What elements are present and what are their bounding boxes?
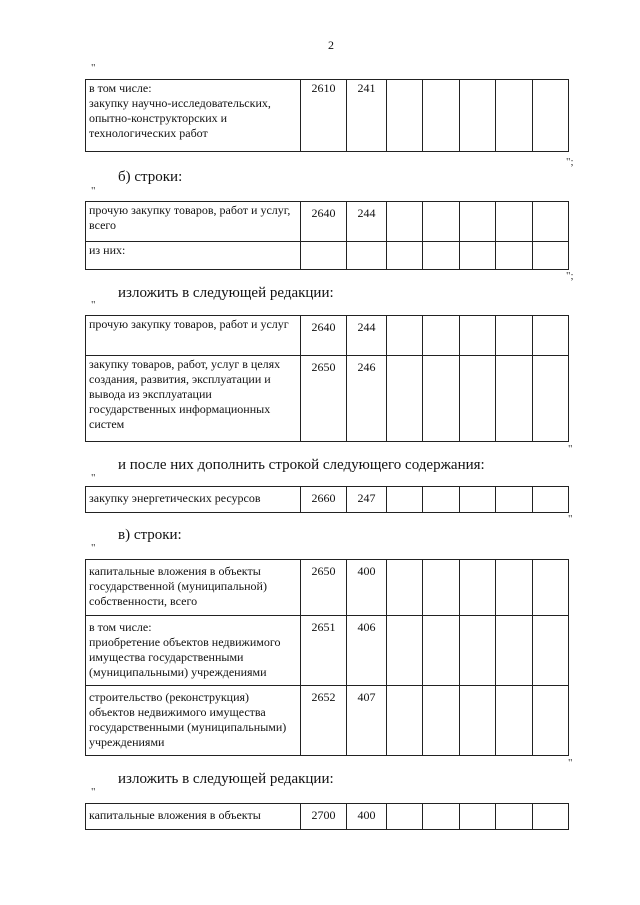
table-row bbox=[86, 356, 569, 442]
row-code: 2650 bbox=[301, 560, 347, 616]
row-description-text: в том числе: закупку научно-исследовательских, опытно-конструкторских и технологических работ bbox=[89, 81, 271, 140]
closing-quote: " bbox=[568, 443, 573, 455]
row-kvr: 244 bbox=[347, 316, 387, 356]
row-kvr: 400 bbox=[347, 560, 387, 616]
table-section-2 bbox=[85, 201, 569, 270]
row-kvr: 247 bbox=[347, 487, 387, 513]
table-row bbox=[86, 686, 569, 756]
closing-quote: " bbox=[568, 513, 573, 525]
row-description: капитальные вложения в объекты bbox=[86, 804, 301, 830]
row-kvr: 244 bbox=[347, 202, 387, 242]
table-row bbox=[86, 242, 569, 270]
row-code: 2651 bbox=[301, 616, 347, 686]
table-section-1 bbox=[85, 79, 569, 152]
row-code: 2700 bbox=[301, 804, 347, 830]
table-row bbox=[86, 487, 569, 513]
row-code: 2640 bbox=[301, 316, 347, 356]
heading-replace-1: изложить в следующей редакции: bbox=[118, 285, 334, 301]
row-description: из них: bbox=[86, 242, 301, 270]
row-code: 2652 bbox=[301, 686, 347, 756]
row-kvr: 241 bbox=[347, 80, 387, 152]
row-description-text: в том числе: приобретение объектов недвижимого имущества государственными (муниципальными) учреждениями bbox=[89, 620, 281, 679]
table-section-5 bbox=[85, 559, 569, 756]
row-description bbox=[86, 80, 301, 152]
row-kvr: 400 bbox=[347, 804, 387, 830]
row-description: строительство (реконструкция) объектов недвижимого имущества государственными (муниципальными) учреждениями bbox=[86, 686, 301, 756]
row-code bbox=[301, 242, 347, 270]
opening-quote: " bbox=[91, 185, 96, 197]
row-description: прочую закупку товаров, работ и услуг, всего bbox=[86, 202, 301, 242]
row-kvr: 406 bbox=[347, 616, 387, 686]
opening-quote: " bbox=[91, 542, 96, 554]
table-row bbox=[86, 560, 569, 616]
row-description bbox=[86, 616, 301, 686]
table-section-3 bbox=[85, 315, 569, 442]
opening-quote: " bbox=[91, 62, 96, 74]
table-section-6 bbox=[85, 803, 569, 830]
row-code: 2650 bbox=[301, 356, 347, 442]
table-row bbox=[86, 616, 569, 686]
opening-quote: " bbox=[91, 299, 96, 311]
row-kvr bbox=[347, 242, 387, 270]
heading-b: б) строки: bbox=[118, 169, 183, 185]
table-row bbox=[86, 804, 569, 830]
row-code: 2640 bbox=[301, 202, 347, 242]
row-kvr: 246 bbox=[347, 356, 387, 442]
heading-add: и после них дополнить строкой следующего содержания: bbox=[118, 457, 485, 473]
row-description: капитальные вложения в объекты государственной (муниципальной) собственности, всего bbox=[86, 560, 301, 616]
table-row bbox=[86, 202, 569, 242]
table-section-4 bbox=[85, 486, 569, 513]
row-description: закупку товаров, работ, услуг в целях создания, развития, эксплуатации и вывода из эксплуатации государственных информационных систем bbox=[86, 356, 301, 442]
heading-replace-2: изложить в следующей редакции: bbox=[118, 771, 334, 787]
closing-quote: " bbox=[568, 757, 573, 769]
heading-v: в) строки: bbox=[118, 527, 182, 543]
row-code: 2610 bbox=[301, 80, 347, 152]
row-description: прочую закупку товаров, работ и услуг bbox=[86, 316, 301, 356]
row-code: 2660 bbox=[301, 487, 347, 513]
opening-quote: " bbox=[91, 472, 96, 484]
table-row bbox=[86, 316, 569, 356]
opening-quote: " bbox=[91, 786, 96, 798]
closing-quote: "; bbox=[566, 156, 574, 168]
row-description: закупку энергетических ресурсов bbox=[86, 487, 301, 513]
page-number: 2 bbox=[328, 38, 334, 52]
table-row bbox=[86, 80, 569, 152]
closing-quote: "; bbox=[566, 270, 574, 282]
row-kvr: 407 bbox=[347, 686, 387, 756]
